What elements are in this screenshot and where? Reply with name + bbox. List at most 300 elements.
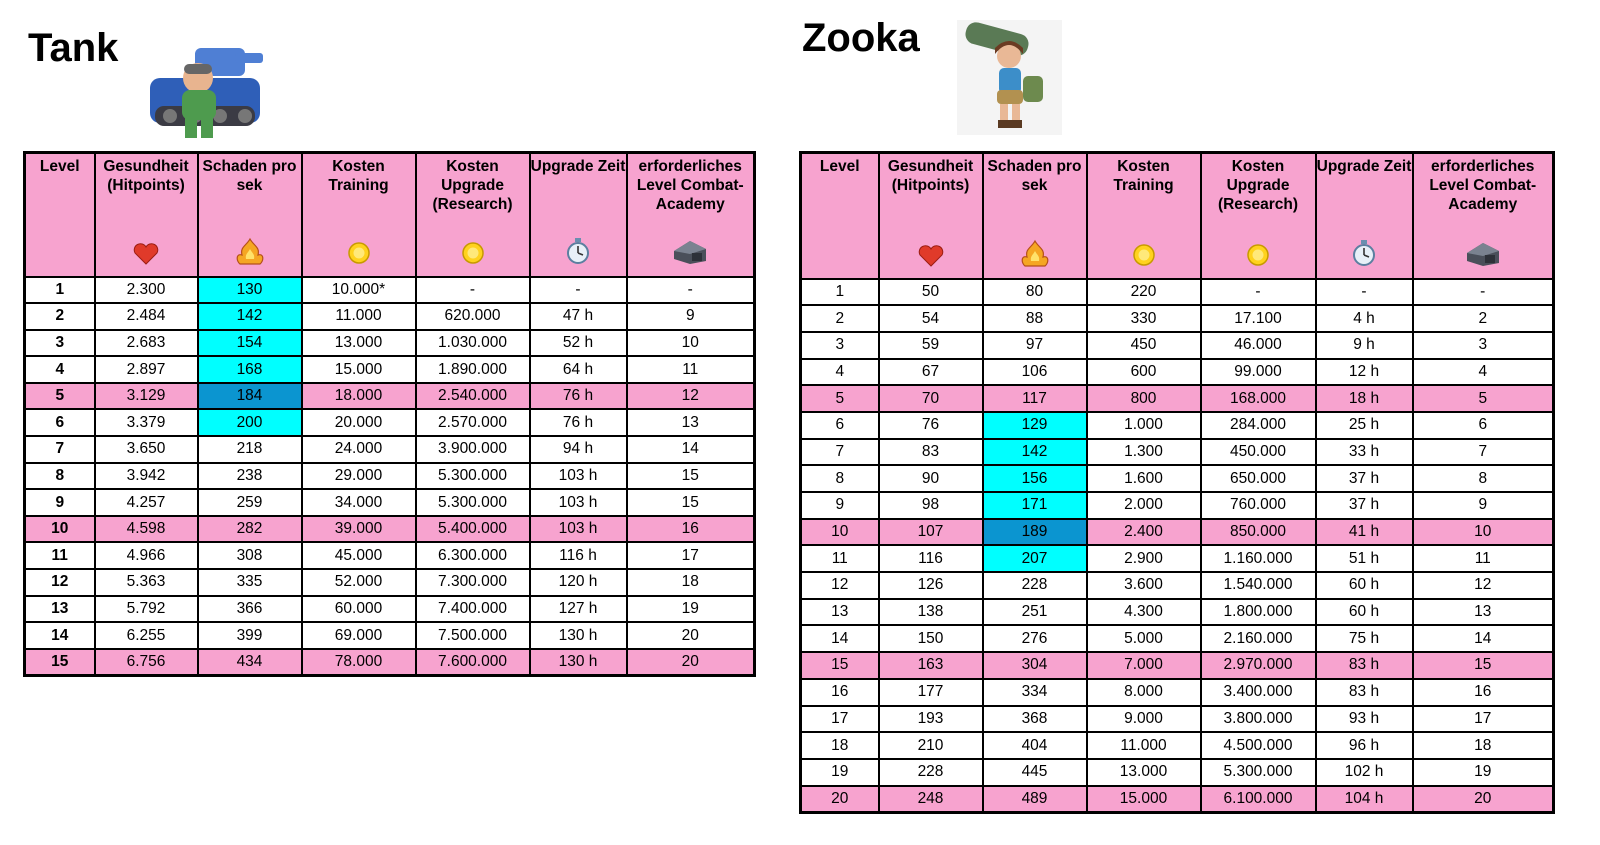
table-cell: 2.000 [1087,492,1201,519]
table-cell: 2.900 [1087,545,1201,572]
table-cell: 3 [25,330,95,357]
table-cell: 103 h [530,516,627,543]
table-cell: 1 [801,279,879,306]
table-row [801,572,1554,599]
table-cell: 47 h [530,303,627,330]
table-cell: 127 h [530,596,627,623]
table-cell: 6.255 [95,622,198,649]
column-header-training-cost: Kosten Training [302,153,416,277]
table-cell: 117 [983,385,1087,412]
table-cell: 5.363 [95,569,198,596]
table-cell: 4 [1413,359,1554,386]
table-cell: 4 [801,359,879,386]
table-cell: 220 [1087,279,1201,306]
table-cell: 1.300 [1087,439,1201,466]
column-header-health: Gesundheit (Hitpoints) [879,153,983,279]
table-cell: 51 h [1316,545,1413,572]
table-cell: 59 [879,332,983,359]
table-cell: 15.000 [302,356,416,383]
table-row [801,759,1554,786]
column-header-health: Gesundheit (Hitpoints) [95,153,198,277]
table-cell: 116 [879,545,983,572]
table-cell: 7.500.000 [416,622,530,649]
tank-stats-table [23,151,756,677]
table-cell: 650.000 [1201,465,1316,492]
table-cell: 9 [801,492,879,519]
table-cell: 5.300.000 [416,489,530,516]
table-row [25,622,755,649]
table-row [25,330,755,357]
table-cell: 1.030.000 [416,330,530,357]
table-row [801,492,1554,519]
table-cell: 75 h [1316,625,1413,652]
table-cell: 88 [983,305,1087,332]
table-cell: 368 [983,706,1087,733]
table-cell: 3.129 [95,383,198,410]
table-cell: 1 [25,277,95,304]
table-row [801,652,1554,679]
table-cell: 6 [1413,412,1554,439]
table-cell: 70 [879,385,983,412]
table-cell: 15 [25,649,95,676]
table-cell: 46.000 [1201,332,1316,359]
table-row [25,649,755,676]
table-cell: 8 [25,463,95,490]
table-cell: 16 [801,679,879,706]
table-cell: 600 [1087,359,1201,386]
table-cell: 29.000 [302,463,416,490]
table-cell: 142 [198,303,302,330]
table-cell: 78.000 [302,649,416,676]
table-cell: 1.600 [1087,465,1201,492]
table-cell: 156 [983,465,1087,492]
table-cell: 1.000 [1087,412,1201,439]
table-cell: 13 [1413,599,1554,626]
table-cell: 10 [1413,519,1554,546]
table-cell: 800 [1087,385,1201,412]
table-cell: 276 [983,625,1087,652]
table-cell: 850.000 [1201,519,1316,546]
table-cell: 7 [801,439,879,466]
table-cell: 4.257 [95,489,198,516]
table-cell: 7.300.000 [416,569,530,596]
table-cell: - [1316,279,1413,306]
table-cell: 2.970.000 [1201,652,1316,679]
column-header-academy-level: erforderliches Level Combat-Academy [1413,153,1554,279]
table-cell: 4.966 [95,542,198,569]
table-cell: - [530,277,627,304]
table-cell: 17.100 [1201,305,1316,332]
academy-building-icon [1463,239,1503,272]
table-cell: 251 [983,599,1087,626]
table-row [25,303,755,330]
table-cell: 17 [801,706,879,733]
table-cell: 126 [879,572,983,599]
table-cell: 2.570.000 [416,409,530,436]
table-cell: 284.000 [1201,412,1316,439]
table-cell: 2.300 [95,277,198,304]
table-cell: 37 h [1316,492,1413,519]
column-header-academy-level: erforderliches Level Combat-Academy [627,153,755,277]
table-row [801,279,1554,306]
table-cell: 4.300 [1087,599,1201,626]
table-cell: 2.484 [95,303,198,330]
table-cell: 163 [879,652,983,679]
table-cell: 177 [879,679,983,706]
table-cell: 142 [983,439,1087,466]
table-cell: 7.000 [1087,652,1201,679]
table-cell: 20 [801,786,879,813]
table-cell: 25 h [1316,412,1413,439]
table-cell: 259 [198,489,302,516]
table-cell: 102 h [1316,759,1413,786]
table-cell: 19 [627,596,755,623]
gold-coin-icon [461,241,485,270]
table-cell: 12 h [1316,359,1413,386]
table-cell: 10 [25,516,95,543]
table-row [25,277,755,304]
table-row [25,356,755,383]
table-cell: 20.000 [302,409,416,436]
table-cell: 5.300.000 [416,463,530,490]
table-cell: 138 [879,599,983,626]
table-cell: 94 h [530,436,627,463]
table-cell: - [1413,279,1554,306]
table-cell: 20 [627,649,755,676]
table-cell: 12 [627,383,755,410]
zooka-portrait-icon [957,20,1062,140]
table-row [801,599,1554,626]
zooka-stats-table [799,151,1555,814]
table-cell: 13.000 [1087,759,1201,786]
table-cell: 16 [627,516,755,543]
table-cell: 1.800.000 [1201,599,1316,626]
table-cell: 14 [1413,625,1554,652]
table-cell: 19 [801,759,879,786]
table-cell: 3.800.000 [1201,706,1316,733]
table-cell: 2.160.000 [1201,625,1316,652]
table-cell: 41 h [1316,519,1413,546]
fire-icon [1019,239,1051,272]
fire-icon [234,237,266,270]
table-cell: 120 h [530,569,627,596]
table-cell: 3.942 [95,463,198,490]
table-cell: 404 [983,732,1087,759]
table-cell: 330 [1087,305,1201,332]
table-cell: 3.400.000 [1201,679,1316,706]
table-cell: 5 [25,383,95,410]
table-cell: 760.000 [1201,492,1316,519]
table-cell: 2 [1413,305,1554,332]
table-row [25,596,755,623]
table-cell: 11.000 [1087,732,1201,759]
table-cell: 6.100.000 [1201,786,1316,813]
table-cell: - [416,277,530,304]
table-cell: 218 [198,436,302,463]
table-cell: 434 [198,649,302,676]
table-cell: 450 [1087,332,1201,359]
heart-icon [918,245,944,272]
table-cell: 80 [983,279,1087,306]
tank-table-body [25,277,755,676]
table-row [801,385,1554,412]
table-cell: 130 h [530,622,627,649]
table-cell: 107 [879,519,983,546]
table-cell: 13.000 [302,330,416,357]
column-header-upgrade-cost: Kosten Upgrade (Research) [416,153,530,277]
table-cell: 52.000 [302,569,416,596]
table-row [25,569,755,596]
table-cell: 97 [983,332,1087,359]
table-cell: 2 [25,303,95,330]
table-cell: 228 [983,572,1087,599]
table-cell: 445 [983,759,1087,786]
table-cell: 20 [627,622,755,649]
table-cell: 9 [25,489,95,516]
table-row [801,519,1554,546]
table-row [25,383,755,410]
table-cell: 93 h [1316,706,1413,733]
table-cell: 6 [801,412,879,439]
table-cell: 189 [983,519,1087,546]
gold-coin-icon [347,241,371,270]
table-cell: 248 [879,786,983,813]
table-cell: 17 [1413,706,1554,733]
table-cell: 15 [627,463,755,490]
column-header-level: Level [801,153,879,279]
table-row [801,679,1554,706]
table-cell: 334 [983,679,1087,706]
table-cell: 335 [198,569,302,596]
table-cell: 34.000 [302,489,416,516]
stopwatch-icon [565,237,591,270]
column-header-upgrade-time: Upgrade Zeit [530,153,627,277]
table-cell: 14 [801,625,879,652]
table-cell: 90 [879,465,983,492]
table-cell: 8 [801,465,879,492]
table-cell: 3 [1413,332,1554,359]
column-header-damage: Schaden pro sek [198,153,302,277]
table-cell: 12 [801,572,879,599]
column-header-upgrade-time: Upgrade Zeit [1316,153,1413,279]
table-cell: 620.000 [416,303,530,330]
table-cell: 103 h [530,463,627,490]
table-cell: 184 [198,383,302,410]
table-row [801,412,1554,439]
table-cell: 11.000 [302,303,416,330]
table-cell: 2.683 [95,330,198,357]
table-cell: 6 [25,409,95,436]
table-cell: 210 [879,732,983,759]
table-cell: 282 [198,516,302,543]
table-row [801,786,1554,813]
table-cell: 99.000 [1201,359,1316,386]
table-cell: 76 [879,412,983,439]
table-cell: 15.000 [1087,786,1201,813]
table-cell: 150 [879,625,983,652]
table-cell: 304 [983,652,1087,679]
table-cell: 1.890.000 [416,356,530,383]
table-cell: 7.600.000 [416,649,530,676]
zooka-table-body [801,279,1554,813]
table-cell: 69.000 [302,622,416,649]
table-row [25,436,755,463]
table-cell: 9.000 [1087,706,1201,733]
table-row [801,359,1554,386]
table-cell: 39.000 [302,516,416,543]
table-row [801,625,1554,652]
table-cell: 50 [879,279,983,306]
table-cell: 2 [801,305,879,332]
table-cell: 98 [879,492,983,519]
table-cell: 8 [1413,465,1554,492]
table-cell: 4 [25,356,95,383]
gold-coin-icon [1132,243,1156,272]
table-cell: 5 [801,385,879,412]
table-cell: 3 [801,332,879,359]
table-cell: 5.300.000 [1201,759,1316,786]
table-cell: 129 [983,412,1087,439]
table-row [25,489,755,516]
table-cell: 2.540.000 [416,383,530,410]
table-cell: 13 [801,599,879,626]
table-cell: 489 [983,786,1087,813]
table-cell: 18.000 [302,383,416,410]
table-cell: 16 [1413,679,1554,706]
table-cell: 168.000 [1201,385,1316,412]
table-cell: 11 [801,545,879,572]
table-cell: 76 h [530,383,627,410]
table-cell: 9 [1413,492,1554,519]
table-cell: 8.000 [1087,679,1201,706]
table-cell: 3.379 [95,409,198,436]
table-cell: 200 [198,409,302,436]
table-cell: 60 h [1316,572,1413,599]
table-cell: 52 h [530,330,627,357]
table-cell: 5.792 [95,596,198,623]
zooka-title: Zooka [802,16,920,60]
table-cell: 10 [801,519,879,546]
table-cell: 60 h [1316,599,1413,626]
column-header-level: Level [25,153,95,277]
table-cell: 83 h [1316,652,1413,679]
table-cell: 3.650 [95,436,198,463]
table-cell: 103 h [530,489,627,516]
table-cell: 15 [1413,652,1554,679]
gold-coin-icon [1246,243,1270,272]
table-cell: 399 [198,622,302,649]
table-cell: 96 h [1316,732,1413,759]
tank-title: Tank [28,26,119,70]
table-cell: - [1201,279,1316,306]
table-cell: 10 [627,330,755,357]
column-header-damage: Schaden pro sek [983,153,1087,279]
table-row [801,732,1554,759]
table-row [801,706,1554,733]
table-cell: 2.400 [1087,519,1201,546]
table-cell: 17 [627,542,755,569]
table-cell: 4 h [1316,305,1413,332]
table-cell: 207 [983,545,1087,572]
table-cell: 19 [1413,759,1554,786]
table-row [25,409,755,436]
table-row [801,439,1554,466]
table-cell: 11 [25,542,95,569]
table-cell: 15 [801,652,879,679]
table-cell: 5 [1413,385,1554,412]
table-cell: 24.000 [302,436,416,463]
table-cell: 193 [879,706,983,733]
table-cell: 14 [25,622,95,649]
table-cell: 18 h [1316,385,1413,412]
table-cell: 67 [879,359,983,386]
table-cell: 83 h [1316,679,1413,706]
table-row [25,516,755,543]
table-cell: 83 [879,439,983,466]
table-cell: 5.000 [1087,625,1201,652]
table-cell: 171 [983,492,1087,519]
table-cell: 15 [627,489,755,516]
table-cell: 18 [1413,732,1554,759]
table-cell: 6.300.000 [416,542,530,569]
table-cell: 11 [1413,545,1554,572]
table-row [801,545,1554,572]
table-cell: 238 [198,463,302,490]
table-row [801,465,1554,492]
table-row [801,305,1554,332]
table-cell: 1.160.000 [1201,545,1316,572]
table-cell: 9 h [1316,332,1413,359]
table-cell: 228 [879,759,983,786]
table-cell: 5.400.000 [416,516,530,543]
table-cell: 18 [801,732,879,759]
table-cell: 54 [879,305,983,332]
table-cell: - [627,277,755,304]
table-cell: 13 [627,409,755,436]
heart-icon [133,243,159,270]
table-cell: 20 [1413,786,1554,813]
table-cell: 3.600 [1087,572,1201,599]
table-cell: 13 [25,596,95,623]
table-cell: 168 [198,356,302,383]
table-cell: 18 [627,569,755,596]
table-row [25,463,755,490]
stopwatch-icon [1351,239,1377,272]
table-cell: 60.000 [302,596,416,623]
table-cell: 7 [1413,439,1554,466]
table-cell: 116 h [530,542,627,569]
table-cell: 106 [983,359,1087,386]
table-cell: 6.756 [95,649,198,676]
table-row [25,542,755,569]
table-cell: 4.598 [95,516,198,543]
table-cell: 308 [198,542,302,569]
table-cell: 130 h [530,649,627,676]
table-cell: 9 [627,303,755,330]
table-cell: 130 [198,277,302,304]
table-cell: 154 [198,330,302,357]
table-cell: 450.000 [1201,439,1316,466]
table-cell: 7 [25,436,95,463]
table-cell: 10.000* [302,277,416,304]
column-header-upgrade-cost: Kosten Upgrade (Research) [1201,153,1316,279]
table-cell: 2.897 [95,356,198,383]
table-cell: 1.540.000 [1201,572,1316,599]
table-cell: 11 [627,356,755,383]
table-cell: 76 h [530,409,627,436]
academy-building-icon [670,237,710,270]
table-cell: 45.000 [302,542,416,569]
